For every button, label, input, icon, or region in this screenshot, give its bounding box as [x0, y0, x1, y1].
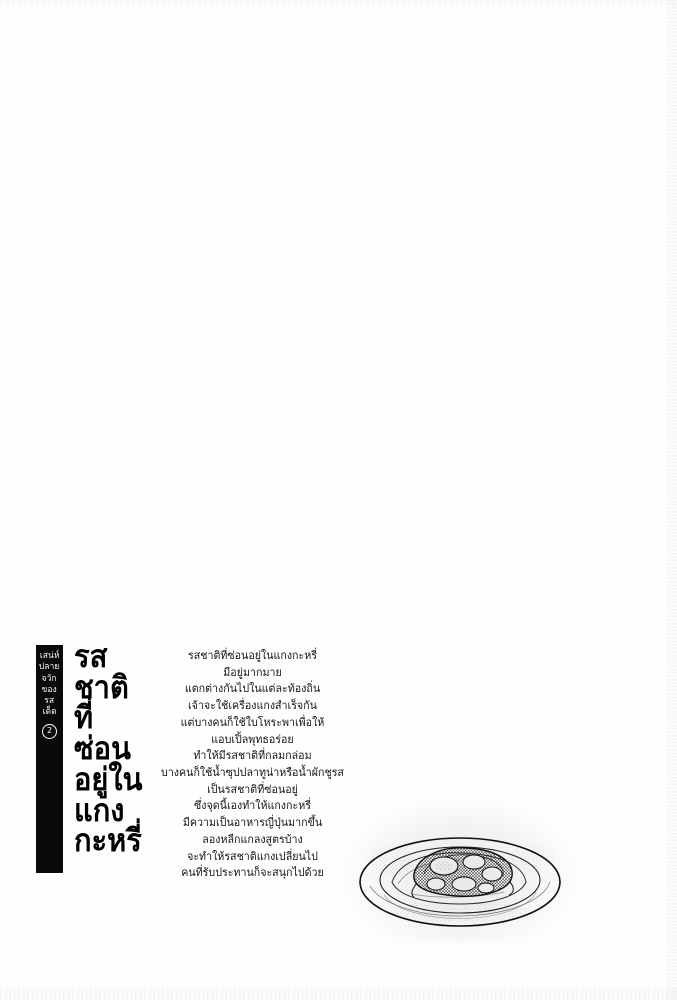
body-text [140, 648, 365, 882]
body-text-line: คนที่รับประทานก็จะสนุกไปด้วย [181, 866, 324, 880]
body-text-line: รสชาติที่ซ่อนอยู่ในแกงกะหรี่ [187, 649, 318, 662]
body-text-line: เป็นรสชาติที่ซ่อนอยู่ [207, 782, 298, 796]
body-text-line: แต่บางคนก็ใช้ใบโหระพาเพื่อให้ [180, 715, 325, 729]
series-tab-line: ปลาย [39, 662, 60, 673]
illustration-shading [340, 794, 580, 944]
series-tab-line: ของ [41, 684, 58, 695]
series-tab [36, 645, 63, 873]
body-text-line: ทำให้มีรสชาติที่กลมกล่อม [193, 749, 312, 763]
body-text-line: เจ้าจะใช้เครื่องแกงสำเร็จกัน [188, 699, 317, 713]
scan-edge-right [667, 0, 677, 1000]
series-number-badge: 2 [42, 724, 57, 739]
body-text-line: แอบเปิ้ลพุทธอร่อย [211, 732, 294, 746]
series-tab-line: จวัก [41, 673, 58, 684]
body-text-line: บางคนก็ใช้น้ำซุปปลาทูน่าหรือน้ำผักชูรส [161, 766, 344, 780]
page-title-line: กะหรี่ [74, 822, 142, 859]
curry-plate-illustration [352, 800, 572, 945]
page-title-line: แกง [74, 791, 125, 829]
page-title-line: ชาติ [74, 668, 129, 706]
page-title-line: อยู่ใน [74, 760, 143, 798]
page-title-line: ซ่อน [74, 730, 131, 767]
body-text-line: แตกต่างกันไปในแต่ละท้องถิ่น [184, 682, 321, 696]
scan-edge-bottom [0, 988, 677, 1000]
scan-edge-top [0, 0, 677, 6]
series-tab-line: เด็ด [42, 707, 57, 718]
page-title-line: รส [74, 637, 108, 675]
body-text-line: ลองหลีกแกลงสูตรบ้าง [202, 832, 303, 846]
body-text-line: มีความเป็นอาหารญี่ปุ่นมากขึ้น [182, 816, 323, 830]
body-text-line: จะทำให้รสชาติแกงเปลี่ยนไป [187, 849, 318, 863]
page-title-line: ที่ [74, 699, 94, 737]
series-tab-line: เสน่ห์ [39, 651, 60, 661]
body-text-line: มีอยู่มากมาย [223, 665, 282, 679]
series-tab-line: รส [44, 696, 55, 706]
body-text-line: ซึ่งจุดนี้เองทำให้แกงกะหรี่ [194, 799, 311, 813]
